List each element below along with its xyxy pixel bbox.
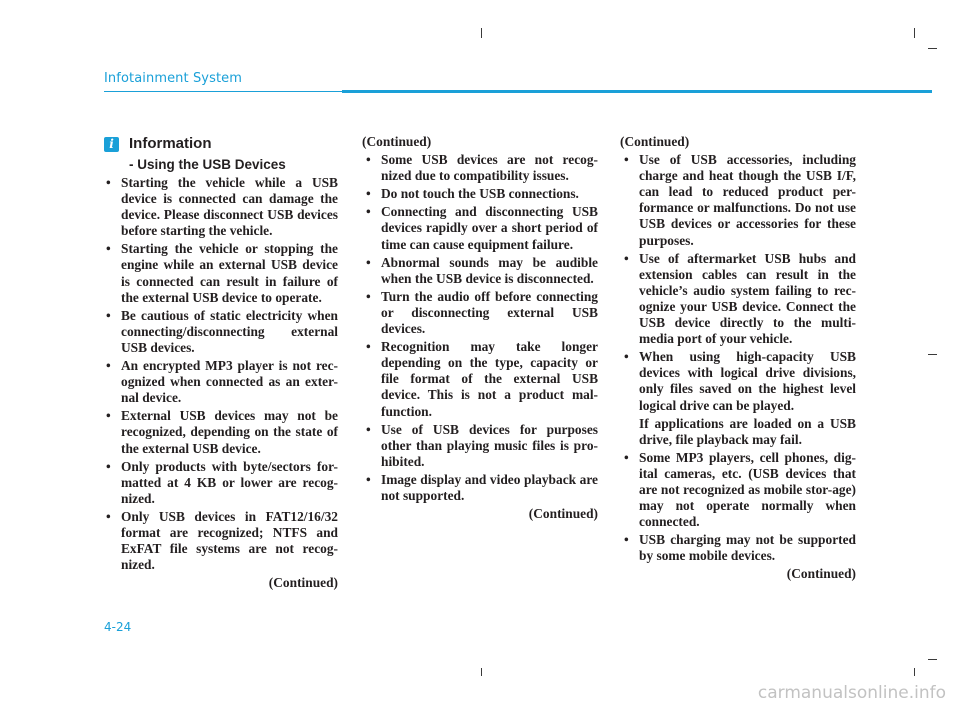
continued-label-top: (Continued) xyxy=(620,134,690,149)
information-title: Information xyxy=(129,135,212,152)
list-item: • Recognition may take longer depending on the type, capacity or file format of the external USB device. This is not a product mal-function. xyxy=(362,339,598,419)
list-item: • An encrypted MP3 player is not rec-ognized when connected as an exter-nal device. xyxy=(102,358,338,406)
list-item: • USB charging may not be supported by some mobile devices. xyxy=(620,532,856,564)
column-1 xyxy=(102,137,338,591)
list-item: • Connecting and disconnecting USB devices rapidly over a short period of time can cause equipment failure. xyxy=(362,204,598,252)
column-2 xyxy=(362,134,598,522)
crop-mark-bottom-right xyxy=(914,668,915,676)
list-item: • When using high-capacity USB devices with logical drive divisions, only files saved on the highest level logical drive can be played. xyxy=(620,349,856,413)
list-item: • Image display and video playback are not supported. xyxy=(362,472,598,504)
list-item: • Only products with byte/sectors for-matted at 4 KB or lower are recog-nized. xyxy=(102,459,338,507)
list-item: • Use of USB devices for purposes other than playing music files is pro-hibited. xyxy=(362,422,598,470)
continued-label: (Continued) xyxy=(528,506,598,522)
list-item: • Use of USB accessories, including charge and heat though the USB I/F, can lead to reduced product per-formance or malfunctions. Do not use USB devices or accessories for these purposes. xyxy=(620,152,856,249)
list-item: • Only USB devices in FAT12/16/32 format are recognized; NTFS and ExFAT file systems are not recog-nized. xyxy=(102,509,338,573)
page-number: 4-24 xyxy=(104,620,132,634)
column-3 xyxy=(620,134,856,583)
column-1-list xyxy=(102,175,338,573)
header-rule-thick xyxy=(342,90,932,93)
column-2-list xyxy=(362,152,598,504)
information-heading xyxy=(102,137,338,156)
crop-mark-top-right xyxy=(914,28,915,38)
column-3-list-continued xyxy=(620,450,856,565)
crop-mark-right-middle xyxy=(928,354,937,355)
information-icon: i xyxy=(104,137,119,152)
list-item: • Be cautious of static electricity when connecting/disconnecting external USB devices. xyxy=(102,308,338,356)
list-item: • Turn the audio off before connecting or disconnecting external USB devices. xyxy=(362,289,598,337)
list-item: • Starting the vehicle or stopping the engine while an external USB device is connected can result in failure of the external USB device to operate. xyxy=(102,241,338,305)
crop-mark-right-bottom xyxy=(928,659,937,660)
list-item: • Abnormal sounds may be audible when the USB device is disconnected. xyxy=(362,255,598,287)
list-item: • Some MP3 players, cell phones, dig-ital cameras, etc. (USB devices that are not recognized as mobile stor-age) may not operate normally when connected. xyxy=(620,450,856,530)
list-item: • Some USB devices are not recog-nized due to compatibility issues. xyxy=(362,152,598,184)
crop-mark-right-top xyxy=(928,48,937,49)
column-3-list xyxy=(620,152,856,414)
indented-paragraph: If applications are loaded on a USB drive, file playback may fail. xyxy=(639,415,856,447)
continued-label: (Continued) xyxy=(786,566,856,582)
watermark-logo: carmanualsonline.info xyxy=(757,683,946,703)
continued-label-top: (Continued) xyxy=(362,134,432,149)
section-title: Infotainment System xyxy=(104,71,243,86)
list-item: • Starting the vehicle while a USB device is connected can damage the device. Please disconnect USB devices before starting the vehicle. xyxy=(102,175,338,239)
continued-label: (Continued) xyxy=(268,575,338,591)
crop-mark-bottom-left xyxy=(481,668,482,676)
list-item: • Use of aftermarket USB hubs and extension cables can result in the vehicle’s audio system failing to rec-ognize your USB device. Connect the USB device directly to the multi-media port of your vehicle. xyxy=(620,251,856,348)
header-rule-thin xyxy=(104,91,342,92)
list-item: • External USB devices may not be recognized, depending on the state of the external USB device. xyxy=(102,408,338,456)
information-subtitle: - Using the USB Devices xyxy=(129,157,286,172)
crop-mark-top-left xyxy=(481,28,482,38)
list-item: • Do not touch the USB connections. xyxy=(362,186,598,202)
